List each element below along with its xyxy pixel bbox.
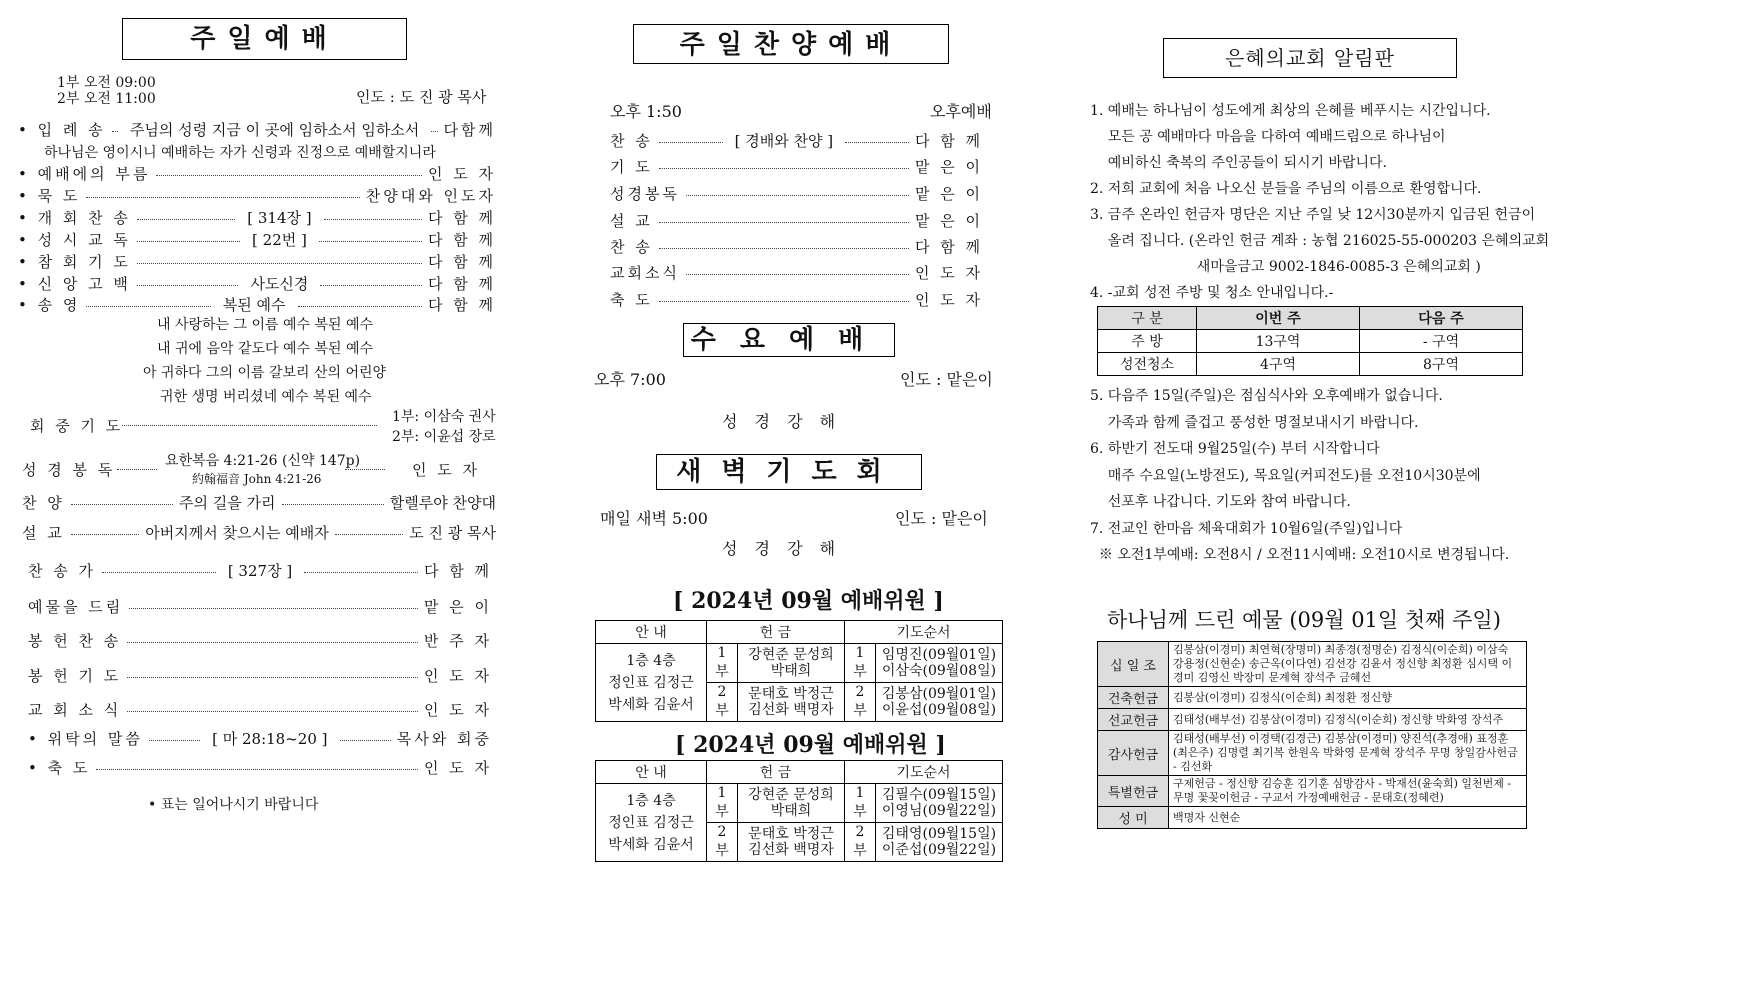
dot-leader (71, 504, 173, 505)
wednesday-worship-title: 수요예배 (683, 323, 895, 357)
header-guide: 안 내 (596, 621, 707, 644)
praise-item-row (610, 289, 983, 310)
worship-item-right: 반 주 자 (423, 632, 492, 650)
worship-item-row (18, 294, 496, 315)
praise-item-row (610, 262, 983, 283)
praise-item-right: 다 함 께 (915, 132, 984, 150)
worship-item-right: 인 도 자 (423, 667, 492, 685)
offering-type: 성 미 (1098, 807, 1169, 829)
worship-item-label: • 입 례 송 (18, 121, 106, 139)
offering-cell: 강현준 문성희 박태희 (738, 784, 845, 823)
dot-leader (127, 711, 418, 712)
praise-item-right: 맡 은 이 (914, 212, 983, 230)
dot-leader (127, 677, 418, 678)
offering-row (1098, 642, 1527, 687)
worship-item-label: • 예배에의 부름 (18, 165, 151, 183)
notice-line: ※ 오전1부예배: 오전8시 / 오전11시예배: 오전10시로 변경됩니다. (1090, 547, 1510, 563)
praise-item-label: 찬 송 (610, 238, 653, 256)
choir-row (22, 492, 496, 513)
invocation-verse: 하나님은 영이시니 예배하는 자가 신령과 진정으로 예배할지니라 (44, 145, 436, 161)
worship-item-right: 인 도 자 (423, 701, 492, 719)
dawn-prayer-title: 새벽기도회 (656, 454, 922, 490)
dot-leader (845, 142, 909, 143)
offering-names: 김봉삼(이경미) 김정식(이순희) 최정환 정신향 (1169, 687, 1527, 709)
notice-line: 2. 저희 교회에 처음 나오신 분들을 주님의 이름으로 환영합니다. (1090, 181, 1482, 197)
worship-item-row (28, 560, 492, 581)
clean-cell: 8구역 (1360, 353, 1523, 376)
choir-right: 할렐루야 찬양대 (389, 494, 496, 512)
notice-line: 선포후 나갑니다. 기도와 참여 바랍니다. (1090, 494, 1351, 510)
dot-leader (659, 142, 723, 143)
offering-row (1098, 731, 1527, 776)
notice-line: 3. 금주 온라인 헌금자 명단은 지난 주일 낮 12시30분까지 입금된 헌금이 (1090, 207, 1536, 223)
praise-item-row (610, 236, 983, 257)
offering-title: 하나님께 드린 예물 (09월 01일 첫째 주일) (1107, 608, 1501, 632)
committee-title-1: [ 2024년 09월 예배위원 ] (673, 588, 944, 614)
worship-item-right: 다 함 께 (427, 209, 496, 227)
lyric-4: 귀한 생명 버리셨네 예수 복된 예수 (160, 389, 372, 405)
clean-header: 이번 주 (1197, 307, 1360, 330)
scripture-dots (117, 469, 157, 470)
clean-header: 다음 주 (1360, 307, 1523, 330)
offering-table (1097, 641, 1527, 829)
worship-item-label: • 위탁의 말씀 (28, 730, 143, 748)
part-cell: 2부 (845, 683, 876, 722)
offering-row (1098, 776, 1527, 807)
worship-item-label: • 신 앙 고 백 (18, 275, 131, 293)
scripture-right: 인 도 자 (412, 461, 481, 479)
dot-leader (137, 241, 240, 242)
praise-item-label: 찬 송 (610, 132, 653, 150)
worship-item-mid: 주님의 성령 지금 이 곳에 임하소서 임하소서 (124, 119, 425, 140)
lyric-2: 내 귀에 음악 같도다 예수 복된 예수 (157, 341, 374, 357)
offering-names: 구제헌금 - 정신향 김승훈 김기훈 심방감사 - 박재선(윤숙희) 일천번제 - 무명 꽃꽂이헌금 - 구교서 가정예배헌금 - 문태호(정혜련) (1169, 776, 1527, 807)
dot-leader (298, 306, 422, 307)
worship-item-right: 다 함 께 (428, 231, 497, 249)
dot-leader (340, 740, 391, 741)
dot-leader (112, 131, 118, 132)
part-cell: 2부 (707, 823, 738, 862)
wed-leader: 인도 : 맡은이 (900, 370, 993, 389)
lyric-1: 내 사랑하는 그 이름 예수 복된 예수 (157, 317, 374, 333)
clean-cell: 13구역 (1197, 330, 1360, 353)
time-2: 2부 오전 11:00 (57, 91, 156, 107)
worship-item-mid: [ 314장 ] (241, 207, 317, 228)
dot-leader (304, 572, 418, 573)
worship-item-right: 다 함 께 (423, 562, 492, 580)
prayer-entry: 임명진(09월01일) (881, 647, 997, 663)
dot-leader (319, 241, 422, 242)
dot-leader (149, 740, 200, 741)
guide-cell (596, 644, 707, 722)
offering-type: 십 일 조 (1098, 642, 1169, 687)
committee-title-2: [ 2024년 09월 예배위원 ] (675, 732, 946, 758)
worship-item-row (28, 728, 492, 749)
dot-leader (659, 301, 909, 302)
offering-row (1098, 709, 1527, 731)
prayer-entry: 이윤섭(09월08일) (881, 702, 997, 718)
dot-leader (686, 195, 909, 196)
praise-time: 오후 1:50 (610, 102, 682, 121)
offering-cell: 강현준 문성희 박태희 (738, 644, 845, 683)
praise-item-right: 인 도 자 (914, 264, 983, 282)
dot-leader (137, 263, 422, 264)
worship-item-row (28, 757, 492, 778)
notice-line: 6. 하반기 전도대 9월25일(수) 부터 시작합니다 (1090, 441, 1380, 457)
worship-item-mid: [ 22번 ] (246, 229, 313, 250)
offering-type: 선교헌금 (1098, 709, 1169, 731)
guide-line: 정인표 김정근 (608, 814, 694, 831)
clean-cell: - 구역 (1360, 330, 1523, 353)
offering-type: 감사헌금 (1098, 731, 1169, 776)
committee-table-2 (595, 760, 1003, 862)
worship-item-row (18, 119, 496, 140)
prayer-cell (876, 784, 1003, 823)
offering-row (1098, 807, 1527, 829)
worship-item-label: 교 회 소 식 (28, 701, 122, 719)
dot-leader (324, 219, 422, 220)
worship-item-mid: 사도신경 (244, 273, 314, 294)
part-cell: 1부 (845, 644, 876, 683)
header-prayer: 기도순서 (845, 761, 1003, 784)
praise-item-row (610, 130, 983, 151)
part-cell: 2부 (845, 823, 876, 862)
guide-line: 박세화 김윤서 (608, 696, 694, 713)
dot-leader (86, 306, 210, 307)
praise-item-right: 다 함 께 (914, 238, 983, 256)
prayer-label: 회 중 기 도 (30, 417, 124, 435)
clean-cell: 4구역 (1197, 353, 1360, 376)
notice-line: 모든 공 예배마다 마음을 다하여 예배드림으로 하나님이 (1090, 129, 1446, 145)
worship-item-right: 맡 은 이 (423, 598, 492, 616)
wed-time: 오후 7:00 (594, 370, 666, 389)
prayer-entry: 이준섭(09월22일) (881, 842, 997, 858)
dot-leader (156, 175, 422, 176)
worship-item-label: • 성 시 교 독 (18, 231, 131, 249)
praise-item-label: 교회소식 (610, 264, 680, 282)
dot-leader (96, 769, 418, 770)
lyric-3: 아 귀하다 그의 이름 갈보리 산의 어린양 (143, 365, 387, 381)
guide-cell (596, 784, 707, 862)
dot-leader (659, 222, 909, 223)
part-cell: 1부 (845, 784, 876, 823)
praise-item-right: 인 도 자 (914, 291, 983, 309)
scripture-ko: 요한복음 4:21-26 (신약 147p) (165, 453, 361, 469)
worship-item-right: 다 함 께 (427, 275, 496, 293)
worship-item-label: 봉 헌 찬 송 (28, 632, 122, 650)
part-cell: 1부 (707, 784, 738, 823)
worship-item-row (18, 273, 496, 294)
notice-line: 5. 다음주 15일(주일)은 점심식사와 오후예배가 없습니다. (1090, 388, 1443, 404)
worship-item-row (18, 229, 496, 250)
worship-item-right: 다 함 께 (427, 253, 496, 271)
prayer-entry: 김태영(09월15일) (881, 826, 997, 842)
prayer-entry: 이삼숙(09월08일) (881, 663, 997, 679)
worship-item-row (28, 630, 492, 651)
part-cell: 2부 (707, 683, 738, 722)
time-1: 1부 오전 09:00 (57, 75, 156, 91)
guide-line: 1층 4층 (626, 652, 676, 669)
notice-line: 매주 수요일(노방전도), 목요일(커피전도)를 오전10시30분에 (1090, 467, 1481, 484)
dot-leader (659, 248, 909, 249)
dawn-time: 매일 새벽 5:00 (600, 509, 708, 528)
leader: 인도 : 도 진 광 목사 (356, 88, 487, 106)
dot-leader (282, 504, 384, 505)
choir-label: 찬 양 (22, 494, 65, 512)
worship-item-row (18, 251, 496, 272)
praise-item-row (610, 183, 983, 204)
worship-item-row (18, 185, 496, 206)
dot-leader (86, 197, 359, 198)
wed-note: 성 경 강 해 (722, 412, 842, 431)
praise-item-label: 성경봉독 (610, 185, 680, 203)
worship-item-row (28, 596, 492, 617)
notice-line: 4. -교회 성전 주방 및 청소 안내입니다.- (1090, 285, 1334, 301)
scripture-en: 約翰福音 John 4:21-26 (192, 472, 322, 486)
worship-item-label: 봉 헌 기 도 (28, 667, 122, 685)
sermon-mid: 아버지께서 찾으시는 예배자 (145, 524, 329, 542)
offering-cell: 문태호 박정근 김선화 백명자 (738, 823, 845, 862)
cleaning-table (1097, 306, 1523, 376)
worship-item-right: 다 함 께 (427, 296, 496, 314)
committee-table-1 (595, 620, 1003, 722)
header-offering: 헌 금 (707, 621, 845, 644)
worship-item-right: 목사와 회중 (396, 730, 493, 748)
prayer-line (122, 425, 377, 426)
dot-leader (335, 534, 404, 535)
praise-item-label: 설 교 (610, 212, 653, 230)
offering-names: 백명자 신현순 (1169, 807, 1527, 829)
notice-board-title: 은혜의교회 알림판 (1163, 38, 1457, 78)
offering-names: 김태성(배부선) 이경택(김경근) 김봉삼(이경미) 양진석(추경애) 표정훈(최은주) 김명렬 최기복 한원옥 박화영 문계혁 장석주 무명 창일감사헌금 - 김선화 (1169, 731, 1527, 776)
prayer-cell (876, 683, 1003, 722)
guide-line: 1층 4층 (626, 792, 676, 809)
prayer-cell (876, 823, 1003, 862)
scripture-dots-2 (345, 469, 385, 470)
notice-line: 예비하신 축복의 주인공들이 되시기 바랍니다. (1090, 155, 1388, 171)
guide-line: 정인표 김정근 (608, 674, 694, 691)
offering-cell: 문태호 박정근 김선화 백명자 (738, 683, 845, 722)
offering-names: 김봉삼(이경미) 최연혁(장명미) 최종경(정명순) 김정식(이순희) 이삼숙 강용정(신현순) 송근옥(이다연) 김선강 김윤서 정신향 최정환 심시택 이경미 김영신 박장미 문계혁 장석주 금혜선 (1169, 642, 1527, 687)
header-offering: 헌 금 (707, 761, 845, 784)
dot-leader (129, 608, 418, 609)
sunday-worship-title: 주일예배 (122, 18, 407, 60)
dot-leader (320, 285, 422, 286)
prayer-entry: 김필수(09월15일) (881, 787, 997, 803)
dot-leader (431, 131, 437, 132)
notice-line: 가족과 함께 즐겁고 풍성한 명절보내시기 바랍니다. (1090, 414, 1419, 431)
praise-item-right: 맡 은 이 (914, 185, 983, 203)
praise-item-row (610, 156, 983, 177)
worship-item-label: • 송 영 (18, 296, 81, 314)
notice-line: 새마을금고 9002-1846-0085-3 은혜의교회 ) (1090, 259, 1481, 275)
dot-leader (659, 168, 909, 169)
worship-item-mid: [ 327장 ] (222, 560, 298, 581)
praise-item-mid: [ 경배와 찬양 ] (729, 130, 839, 151)
worship-item-label: • 개 회 찬 송 (18, 209, 131, 227)
dot-leader (137, 219, 235, 220)
sermon-row (22, 522, 496, 543)
praise-worship-title: 주일찬양예배 (633, 24, 949, 64)
worship-item-right: 인 도 자 (427, 165, 496, 183)
worship-item-row (18, 163, 496, 184)
worship-item-row (18, 207, 496, 228)
sermon-right: 도 진 광 목사 (409, 524, 496, 542)
clean-cell: 주 방 (1098, 330, 1197, 353)
header-prayer: 기도순서 (845, 621, 1003, 644)
praise-type: 오후예배 (930, 102, 992, 121)
worship-item-right: 다함께 (443, 121, 497, 139)
praise-item-label: 축 도 (610, 291, 653, 309)
prayer-entry: 이영님(09월22일) (881, 803, 997, 819)
worship-item-label: • 축 도 (28, 759, 91, 777)
offering-type: 건축헌금 (1098, 687, 1169, 709)
worship-item-right: 인 도 자 (423, 759, 492, 777)
scripture-label: 성 경 봉 독 (22, 461, 116, 479)
praise-item-label: 기 도 (610, 158, 653, 176)
dawn-leader: 인도 : 맡은이 (895, 509, 988, 528)
dot-leader (127, 642, 418, 643)
worship-item-right: 찬양대와 인도자 (365, 187, 496, 205)
choir-mid: 주의 길을 가리 (179, 494, 276, 512)
worship-item-label: • 묵 도 (18, 187, 81, 205)
offering-type: 특별헌금 (1098, 776, 1169, 807)
dot-leader (71, 534, 140, 535)
header-guide: 안 내 (596, 761, 707, 784)
sermon-label: 설 교 (22, 524, 65, 542)
worship-item-label: • 참 회 기 도 (18, 253, 131, 271)
notice-line: 7. 전교인 한마음 체육대회가 10월6일(주일)입니다 (1090, 520, 1403, 537)
offering-names: 김태성(배부선) 김봉삼(이경미) 김정식(이순희) 정신향 박화영 장석주 (1169, 709, 1527, 731)
notice-line: 올려 집니다. (온라인 헌금 계좌 : 농협 216025-55-000203 은혜의교회 (1090, 233, 1550, 249)
dawn-note: 성 경 강 해 (722, 539, 842, 558)
clean-cell: 성전청소 (1098, 353, 1197, 376)
worship-item-row (28, 699, 492, 720)
prayer-2: 2부: 이윤섭 장로 (392, 429, 496, 445)
prayer-1: 1부: 이삼숙 권사 (392, 409, 496, 425)
worship-item-label: 예물을 드림 (28, 598, 124, 616)
dot-leader (686, 274, 909, 275)
offering-row (1098, 687, 1527, 709)
part-cell: 1부 (707, 644, 738, 683)
prayer-cell (876, 644, 1003, 683)
notice-line: 1. 예배는 하나님이 성도에게 최상의 은혜를 베푸시는 시간입니다. (1090, 103, 1491, 119)
dot-leader (137, 285, 239, 286)
worship-item-mid: 복된 예수 (217, 294, 292, 315)
guide-line: 박세화 김윤서 (608, 836, 694, 853)
worship-item-label: 찬 송 가 (28, 562, 97, 580)
prayer-entry: 김봉삼(09월01일) (881, 686, 997, 702)
praise-item-right: 맡 은 이 (914, 158, 983, 176)
worship-item-row (28, 665, 492, 686)
footer-note: • 표는 일어나시기 바랍니다 (148, 797, 319, 813)
clean-header: 구 분 (1098, 307, 1197, 330)
dot-leader (102, 572, 216, 573)
praise-item-row (610, 210, 983, 231)
worship-item-mid: [ 마 28:18~20 ] (206, 728, 333, 749)
